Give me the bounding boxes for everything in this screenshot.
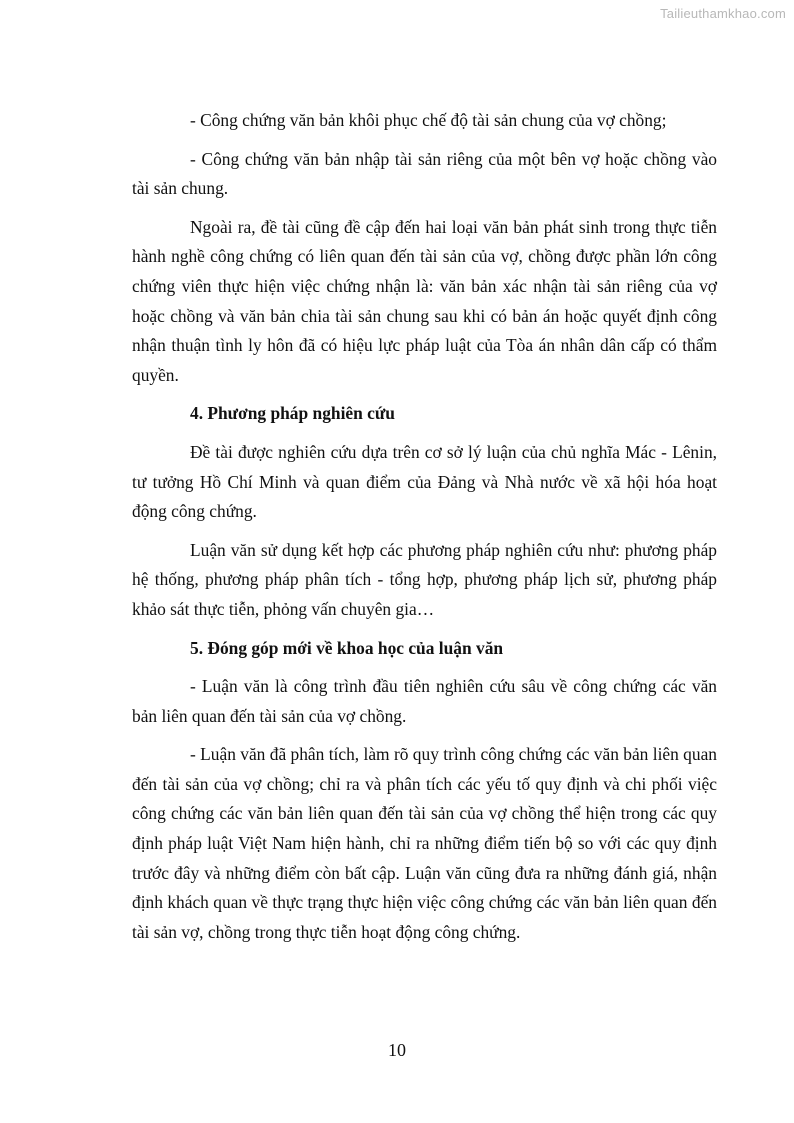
document-body [132, 106, 717, 956]
paragraph-contribution-analysis: - Luận văn đã phân tích, làm rõ quy trình công chứng các văn bản liên quan đến tài sản của vợ chồng; chỉ ra và phân tích các yếu tố quy định và chi phối việc công chứng các văn bản liên quan đến tài sản của vợ chồng thể hiện trong các quy định pháp luật Việt Nam hiện hành, chỉ ra những điểm tiến bộ so với các quy định trước đây và những điểm còn bất cập. Luận văn cũng đưa ra những đánh giá, nhận định khách quan về thực trạng thực hiện việc công chứng các văn bản liên quan đến tài sản vợ, chồng trong thực tiễn hoạt động công chứng. [132, 744, 717, 942]
paragraph-merge-separate-property: - Công chứng văn bản nhập tài sản riêng của một bên vợ hoặc chồng vào tài sản chung. [132, 148, 717, 199]
section-heading-contributions: 5. Đóng góp mới về khoa học của luận văn [190, 637, 504, 658]
paragraph-additional-documents: Ngoài ra, đề tài cũng đề cập đến hai loại văn bản phát sinh trong thực tiễn hành nghề công chứng có liên quan đến tài sản của vợ, chồng được phần lớn công chứng viên thực hiện việc chứng nhận là: văn bản xác nhận tài sản riêng của vợ hoặc chồng và văn bản chia tài sản chung sau khi có bản án hoặc quyết định công nhận thuận tình ly hôn đã có hiệu lực pháp luật của Tòa án nhân dân cấp có thẩm quyền. [132, 216, 717, 385]
paragraph-contribution-first-work: - Luận văn là công trình đầu tiên nghiên cứu sâu về công chứng các văn bản liên quan đến tài sản của vợ chồng. [132, 676, 717, 726]
section-heading-research-methods: 4. Phương pháp nghiên cứu [190, 403, 395, 424]
paragraph-restore-common-property: - Công chứng văn bản khôi phục chế độ tài sản chung của vợ chồng; [190, 110, 667, 130]
paragraph-theoretical-basis: Đề tài được nghiên cứu dựa trên cơ sở lý luận của chủ nghĩa Mác - Lênin, tư tưởng Hồ Chí Minh và quan điểm của Đảng và Nhà nước về xã hội hóa hoạt động công chứng. [132, 441, 717, 522]
watermark-text: Tailieuthamkhao.com [660, 6, 786, 21]
page-number: 10 [388, 1040, 406, 1060]
paragraph-methods-used: Luận văn sử dụng kết hợp các phương pháp nghiên cứu như: phương pháp hệ thống, phương pháp phân tích - tổng hợp, phương pháp lịch sử, phương pháp khảo sát thực tiễn, phỏng vấn chuyên gia… [132, 539, 717, 619]
